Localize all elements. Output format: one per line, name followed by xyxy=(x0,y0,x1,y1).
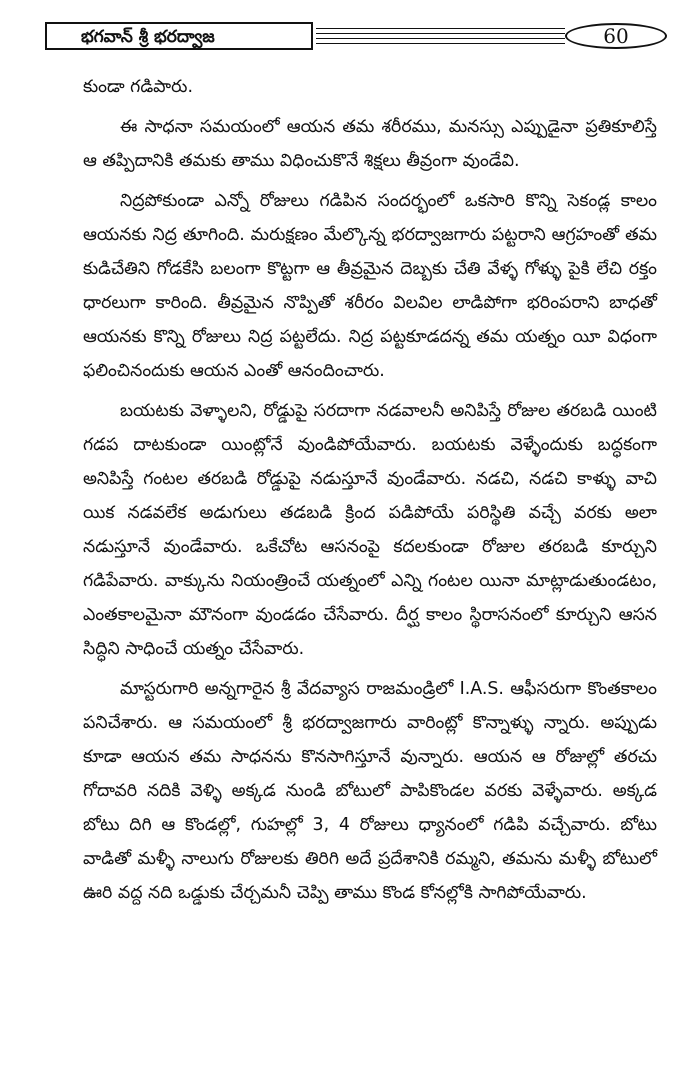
header-rule-top xyxy=(316,28,565,29)
header-title-box xyxy=(45,22,313,50)
paragraph-4: బయటకు వెళ్ళాలని, రోడ్డుపై సరదాగా నడవాలనీ అనిపిస్తే రోజుల తరబడి యింటి గడప దాటకుండా యింట్లోనే వుండిపోయేవారు. బయటకు వెళ్ళేందుకు బద్ధకంగా అనిపిస్తే గంటల తరబడి రోడ్డుపై నడుస్తూనే వుండేవారు. నడచి, నడచి కాళ్ళు వాచి యిక నడవలేక అడుగులు తడబడి క్రింద పడిపోయే పరిస్థితి వచ్చే వరకు అలా నడుస్తూనే వుండేవారు. ఒకేచోట ఆసనంపై కదలకుండా రోజుల తరబడి కూర్చుని గడిపేవారు. వాక్కును నియంత్రించే యత్నంలో ఎన్ని గంటల యినా మాట్లాడుతుండటం, ఎంతకాలమైనా మౌనంగా వుండడం చేసేవారు. దీర్ఘ కాలం స్థిరాసనంలో కూర్చుని ఆసన సిద్ధిని సాధించే యత్నం చేసేవారు. xyxy=(83,401,657,659)
page-number-oval xyxy=(565,23,667,49)
page-number: 60 xyxy=(603,24,629,48)
paragraph-3: నిద్రపోకుండా ఎన్నో రోజులు గడిపిన సందర్భంలో ఒకసారి కొన్ని సెకండ్ల కాలం ఆయనకు నిద్ర తూగింది. మరుక్షణం మేల్కొన్న భరద్వాజగారు పట్టరాని ఆగ్రహంతో తమ కుడిచేతిని గోడకేసి బలంగా కొట్టగా ఆ తీవ్రమైన దెబ్బకు చేతి వేళ్ళ గోళ్ళు పైకి లేచి రక్తం ధారలుగా కారింది. తీవ్రమైన నొప్పితో శరీరం విలవిల లాడిపోగా భరింపరాని బాధతో ఆయనకు కొన్ని రోజులు నిద్ర పట్టలేదు. నిద్ర పట్టకూడదన్న తమ యత్నం యీ విధంగా ఫలించినందుకు ఆయన ఎంతో ఆనందించారు. xyxy=(83,191,657,381)
paragraph-5: మాస్టరుగారి అన్నగారైన శ్రీ వేదవ్యాస రాజమండ్రిలో I.A.S. ఆఫీసరుగా కొంతకాలం పనిచేశారు. ఆ సమయంలో శ్రీ భరద్వాజగారు వారింట్లో కొన్నాళ్ళు న్నారు. అప్పుడు కూడా ఆయన తమ సాధనను కొనసాగిస్తూనే వున్నారు. ఆయన ఆ రోజుల్లో తరచు గోదావరి నదికి వెళ్ళి అక్కడ నుండి బోటులో పాపికొండల వరకు వెళ్ళేవారు. అక్కడ బోటు దిగి ఆ కొండల్లో, గుహల్లో 3, 4 రోజులు ధ్యానంలో గడిపి వచ్చేవారు. బోటు వాడితో మళ్ళీ నాలుగు రోజులకు తిరిగి అదే ప్రదేశానికి రమ్మని, తమను మళ్ళీ బోటులో ఊరి వద్ద నది ఒడ్డుకు చేర్చమనీ చెప్పి తాము కొండ కోనల్లోకి సాగిపోయేవారు. xyxy=(83,679,657,903)
page-header xyxy=(45,22,673,52)
header-rule-upper xyxy=(316,33,565,34)
header-rule-lower xyxy=(316,38,565,39)
paragraph-2: ఈ సాధనా సమయంలో ఆయన తమ శరీరము, మనస్సు ఎప్పుడైనా ప్రతికూలిస్తే ఆ తప్పిదానికి తమకు తాము విధించుకొనే శిక్షలు తీవ్రంగా వుండేవి. xyxy=(83,117,657,171)
header-rule-bottom xyxy=(316,43,565,44)
page-body xyxy=(83,70,657,916)
book-title: భగవాన్ శ్రీ భరద్వాజ xyxy=(81,27,215,47)
paragraph-1: కుండా గడిపారు. xyxy=(83,77,193,97)
